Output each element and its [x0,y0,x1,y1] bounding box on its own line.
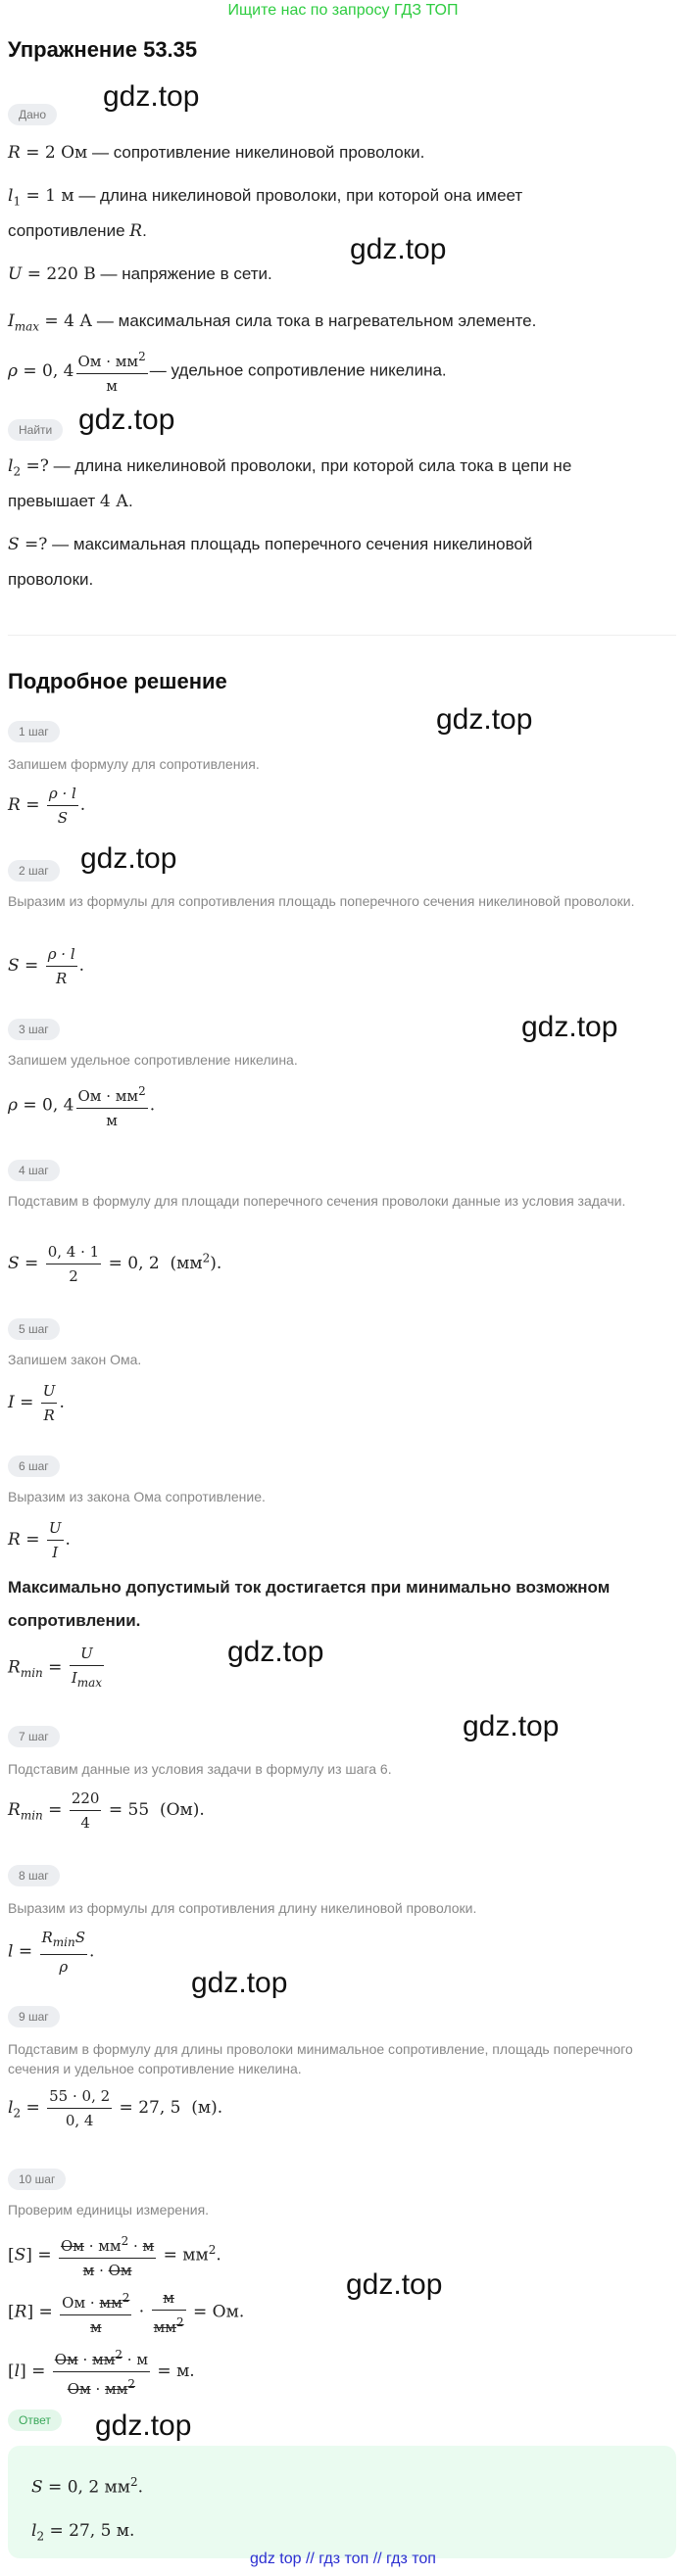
formula: l = $\frac{R_{min}S}{\rho}$ . [8,1926,94,1979]
step-text: Проверим единицы измерения. [8,2202,210,2218]
step-text: Выразим из формулы для сопротивления площадь поперечного сечения никелиновой проволоки. [8,893,635,909]
watermark: gdz.top [80,842,177,875]
search-banner[interactable]: Ищите нас по запросу ГДЗ ТОП [227,2,459,19]
watermark: gdz.top [227,1636,324,1668]
formula: $R_{min}$ = $\frac{U}{I_{max}}$ [8,1642,106,1694]
step-text: Подставим в формулу для площади поперечного сечения проволоки данные из условия задачи. [8,1193,626,1209]
formula: [R] = $\frac{Ом \cdot мм^2}{м}$ · $\frac{м}{мм^2}$ = Ом. [8,2286,244,2339]
given-r: R = 2 Ом — сопротивление никелиновой проволоки. [8,143,425,163]
step-badge: 4 шаг [8,1160,60,1181]
step-badge: 10 шаг [8,2169,66,2190]
watermark: gdz.top [350,233,447,265]
step-badge: 2 шаг [8,860,60,882]
given-badge: Дано [8,104,57,125]
find-l2-cont: превышает 4 А. [8,492,133,511]
step-badge: 9 шаг [8,2006,60,2027]
given-imax: $I_{max} = 4$ А — максимальная сила тока в нагревательном элементе. [8,311,537,334]
formula: $R_{min}$ = $\frac{220}{4}$ = 55 (Ом). [8,1787,205,1835]
step-badge: 8 шаг [8,1865,60,1886]
step-badge: 3 шаг [8,1019,60,1040]
step-badge: 5 шаг [8,1318,60,1340]
given-l1: $l_1 = 1$ м — длина никелиновой проволоки, при которой она имеет [8,186,523,209]
answer-s: S = 0, 2 $мм^2$. [31,2475,144,2498]
formula: ρ = 0, 4 $\frac{Ом \cdot мм^2}{м}$ . [8,1079,155,1132]
step-text: Выразим из формулы для сопротивления длину никелиновой проволоки. [8,1900,477,1916]
find-s-cont: проволоки. [8,570,94,589]
step-text: Запишем закон Ома. [8,1352,142,1367]
divider [8,635,676,636]
answer-badge: Ответ [8,2409,62,2431]
given-l1-cont: сопротивление R. [8,221,147,241]
watermark: gdz.top [463,1710,560,1742]
step6-note: Максимально допустимый ток достигается при минимально возможном сопротивлении. [8,1578,611,1630]
given-rho: ρ = 0, 4 $\frac{Ом \cdot мм^2}{м}$ — удельное сопротивление никелина. [8,345,447,398]
given-u: U = 220 В — напряжение в сети. [8,264,272,284]
step-text: Запишем удельное сопротивление никелина. [8,1052,298,1068]
find-l2: $l_2$ =? — длина никелиновой проволоки, при которой сила тока в цепи не [8,456,572,479]
find-badge: Найти [8,419,63,441]
formula: [l] = $\frac{Ом \cdot мм^2 \cdot м}{Ом \cdot мм^2}$ = м. [8,2343,195,2401]
step-badge: 7 шаг [8,1726,60,1747]
formula: $l_2$ = $\frac{55 \cdot 0, 2}{0, 4}$ = 27, 5 (м). [8,2084,222,2132]
solution-heading: Подробное решение [8,669,227,693]
watermark: gdz.top [95,2409,192,2442]
formula: [S] = $\frac{Ом \cdot мм^2 \cdot м}{м \cdot Ом}$ = $мм^2$. [8,2229,221,2282]
formula: I = $\frac{U}{R}$ . [8,1379,65,1427]
watermark: gdz.top [346,2268,443,2301]
step-text: Подставим данные из условия задачи в формулу из шага 6. [8,1761,392,1777]
watermark: gdz.top [103,80,200,113]
formula: R = $\frac{\rho \cdot l}{S}$ . [8,782,85,830]
answer-l2: $l_2 = 27$, 5 м. [31,2521,135,2544]
watermark: gdz.top [436,703,533,736]
watermark: gdz.top [78,404,175,436]
footer-links[interactable]: gdz top // гдз топ // гдз топ [250,2551,436,2567]
formula: R = $\frac{U}{I}$ . [8,1516,71,1564]
step-text: Запишем формулу для сопротивления. [8,756,260,772]
watermark: gdz.top [521,1011,618,1043]
exercise-title: Упражнение 53.35 [8,37,198,62]
formula: S = $\frac{\rho \cdot l}{R}$ . [8,942,84,990]
step-text: Подставим в формулу для длины проволоки минимальное сопротивление, площадь поперечного сечения и удельное сопротивление никелина. [8,2041,633,2076]
find-s: S =? — максимальная площадь поперечного сечения никелиновой [8,535,533,554]
watermark: gdz.top [191,1967,288,1999]
step-badge: 1 шаг [8,721,60,742]
step-badge: 6 шаг [8,1455,60,1477]
step-text: Выразим из закона Ома сопротивление. [8,1489,266,1504]
formula: S = $\frac{0, 4 \cdot 1}{2}$ = 0, 2 $(мм^2)$. [8,1240,221,1288]
